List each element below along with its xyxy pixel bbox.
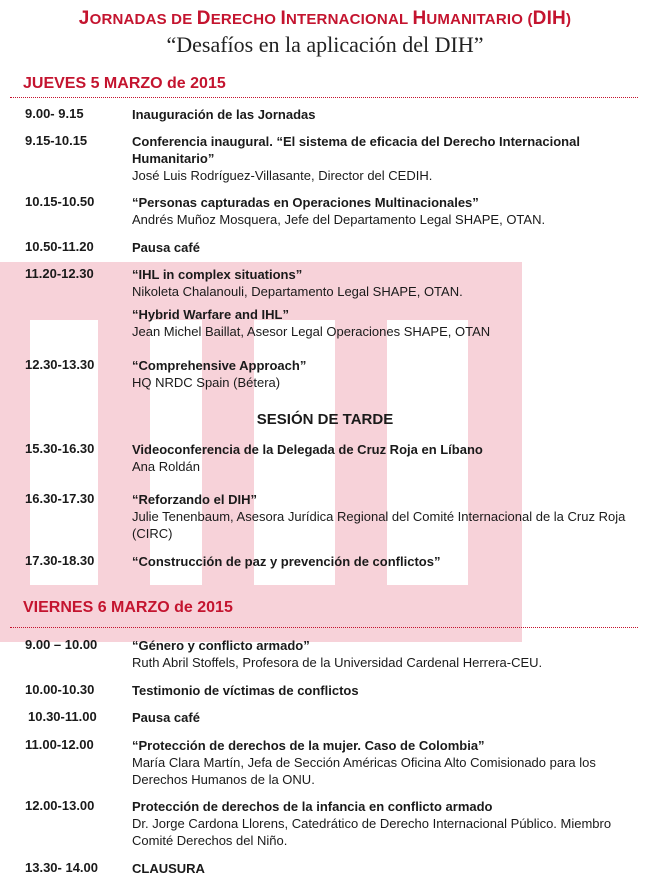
session-body: [132, 357, 632, 391]
session-title: “IHL in complex situations”: [132, 267, 303, 282]
time-slot: 13.30- 14.00: [25, 860, 99, 875]
title-part: DIH: [532, 8, 566, 29]
time-slot: 11.00-12.00: [25, 737, 94, 752]
session-title: Pausa café: [132, 240, 200, 255]
title-part: D: [196, 8, 211, 29]
divider: [10, 97, 638, 98]
session-body: [132, 106, 632, 123]
session-speaker: Nikoleta Chalanouli, Departamento Legal SHAPE, OTAN.: [132, 284, 463, 299]
day-heading-thursday: JUEVES 5 MARZO de 2015: [23, 75, 226, 92]
session-title: “Construcción de paz y prevención de conflictos”: [132, 554, 441, 569]
time-slot: 9.00- 9.15: [25, 106, 84, 121]
session-title: “Reforzando el DIH”: [132, 492, 257, 507]
session-title: “Protección de derechos de la mujer. Caso de Colombia”: [132, 738, 485, 753]
session-speaker: Jean Michel Baillat, Asesor Legal Operaciones SHAPE, OTAN: [132, 324, 491, 339]
session-speaker: HQ NRDC Spain (Bétera): [132, 375, 281, 390]
time-slot: 10.00-10.30: [25, 682, 95, 697]
session-body: [132, 239, 632, 256]
session-body: [132, 860, 632, 877]
time-slot: 9.15-10.15: [25, 133, 88, 148]
session-speaker: María Clara Martín, Jefa de Sección Américas Oficina Alto Comisionado para los Derechos Humanos de la ONU.: [132, 755, 596, 787]
time-slot: 10.30-11.00: [28, 709, 97, 724]
time-slot: 15.30-16.30: [25, 441, 95, 456]
time-slot: 11.20-12.30: [25, 266, 94, 281]
page-title: [0, 8, 650, 30]
title-part: ): [565, 11, 572, 28]
section-heading-afternoon: SESIÓN DE TARDE: [256, 411, 394, 428]
title-part: I: [280, 8, 286, 29]
session-title: CLAUSURA: [132, 861, 205, 876]
session-speaker: Julie Tenenbaum, Asesora Jurídica Regional del Comité Internacional de la Cruz Roja (CIRC): [132, 509, 626, 541]
session-title: Pausa café: [132, 710, 200, 725]
session-body: [132, 553, 632, 570]
session-title: “Hybrid Warfare and IHL”: [132, 307, 289, 322]
time-slot: 12.00-13.00: [25, 798, 95, 813]
title-part: UMANITARIO (: [426, 11, 533, 28]
session-title: “Género y conflicto armado”: [132, 638, 310, 653]
time-slot: 12.30-13.30: [25, 357, 95, 372]
title-part: J: [78, 8, 90, 29]
session-speaker: Dr. Jorge Cardona Llorens, Catedrático de Derecho Internacional Público. Miembro Comité Derechos del Niño.: [132, 816, 612, 848]
time-slot: 16.30-17.30: [25, 491, 95, 506]
session-body: [132, 491, 632, 542]
session-body: [132, 798, 632, 849]
title-part: ORNADAS DE: [89, 11, 197, 28]
title-part: ERECHO: [210, 11, 281, 28]
session-speaker: Andrés Muñoz Mosquera, Jefe del Departamento Legal SHAPE, OTAN.: [132, 212, 546, 227]
time-slot: 17.30-18.30: [25, 553, 95, 568]
session-body: [132, 737, 632, 788]
time-slot: 10.50-11.20: [25, 239, 94, 254]
session-title: Testimonio de víctimas de conflictos: [132, 683, 359, 698]
session-speaker: José Luis Rodríguez-Villasante, Director del CEDIH.: [132, 168, 433, 183]
session-body: [132, 441, 632, 475]
session-body: [132, 133, 632, 184]
session-title: Protección de derechos de la infancia en conflicto armado: [132, 799, 493, 814]
session-body: [132, 709, 632, 726]
day-heading-friday: VIERNES 6 MARZO de 2015: [23, 599, 233, 616]
title-part: NTERNACIONAL: [285, 11, 413, 28]
session-title: “Comprehensive Approach”: [132, 358, 307, 373]
session-speaker: Ruth Abril Stoffels, Profesora de la Universidad Cardenal Herrera-CEU.: [132, 655, 543, 670]
time-slot: 10.15-10.50: [25, 194, 95, 209]
time-slot: 9.00 – 10.00: [25, 637, 98, 652]
session-body: [132, 266, 632, 300]
session-body: [132, 682, 632, 699]
session-title: “Personas capturadas en Operaciones Multinacionales”: [132, 195, 479, 210]
session-body: [132, 194, 632, 228]
page-subtitle: “Desafíos en la aplicación del DIH”: [166, 32, 484, 57]
session-title: Conferencia inaugural. “El sistema de eficacia del Derecho Internacional Humanitario”: [132, 134, 580, 166]
session-speaker: Ana Roldán: [132, 459, 200, 474]
session-title: Videoconferencia de la Delegada de Cruz Roja en Líbano: [132, 442, 483, 457]
session-title: Inauguración de las Jornadas: [132, 107, 316, 122]
session-body: [132, 637, 632, 671]
title-part: H: [412, 8, 427, 29]
divider: [10, 627, 638, 628]
session-body: [132, 306, 632, 340]
